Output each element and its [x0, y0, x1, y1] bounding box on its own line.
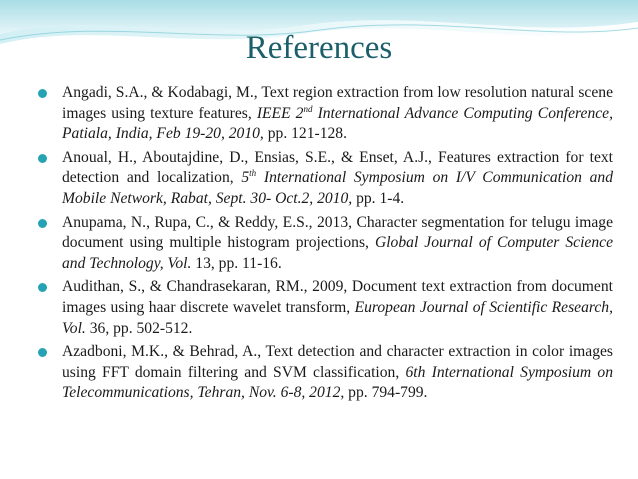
- reference-item: [35, 83, 613, 145]
- reference-pages: pp. 1-4.: [352, 189, 405, 207]
- reference-venue-part: International Advance Computing Conference, Patiala, India, Feb 19-20, 2010,: [62, 104, 614, 143]
- reference-authors: Angadi, S.A., & Kodabagi, M.,: [62, 84, 258, 101]
- reference-authors: Anupama, N., Rupa, C., & Reddy, E.S., 2013,: [62, 213, 353, 231]
- page-title: References: [245, 30, 393, 66]
- reference-title: Features extraction for text detection and localization,: [62, 148, 613, 187]
- reference-venue: 6th International Symposium on Telecommunications, Tehran, Nov. 6-8, 2012,: [62, 363, 613, 402]
- reference-venue: European Journal of Scientific Research, Vol.: [62, 298, 613, 337]
- bullet-dot-icon: [38, 154, 47, 163]
- reference-authors: Azadboni, M.K., & Behrad, A.,: [62, 343, 262, 361]
- reference-pages: pp. 121-128.: [263, 125, 347, 143]
- reference-venue-superscript: nd: [303, 103, 313, 114]
- reference-title: Text region extraction from low resolution natural scene images using texture features,: [62, 84, 613, 122]
- reference-venue: Global Journal of Computer Science and Technology, Vol.: [62, 234, 613, 272]
- reference-item: [35, 148, 613, 210]
- reference-title: Character segmentation for telugu image document using multiple histogram projections,: [62, 213, 614, 252]
- reference-title: Text detection and character extraction in color images using FFT domain filtering and SVM classification,: [62, 343, 613, 381]
- reference-authors: Anoual, H., Aboutajdine, D., Ensias, S.E., & Enset, A.J.,: [62, 148, 432, 166]
- reference-item: [35, 342, 613, 404]
- bullet-dot-icon: [38, 219, 47, 228]
- reference-title: Document text extraction from document images using haar discrete wavelet transform,: [62, 278, 613, 316]
- reference-item: [35, 213, 613, 275]
- reference-authors: Audithan, S., & Chandrasekaran, RM., 2009,: [62, 278, 348, 296]
- reference-venue-part: IEEE 2: [256, 104, 304, 122]
- reference-list: [35, 83, 613, 407]
- reference-pages: pp. 794-799.: [344, 384, 428, 402]
- reference-venue-part: International Symposium on I/V Communication and Mobile Network, Rabat, Sept. 30- Oct.2, 2010,: [62, 169, 614, 207]
- reference-pages: 13, pp. 11-16.: [191, 254, 282, 272]
- bullet-dot-icon: [38, 348, 47, 357]
- reference-item: [35, 277, 613, 339]
- reference-venue-superscript: th: [249, 168, 257, 179]
- reference-pages: 36, pp. 502-512.: [85, 319, 193, 337]
- reference-venue-part: 5: [241, 169, 250, 187]
- bullet-dot-icon: [38, 283, 47, 292]
- bullet-dot-icon: [38, 89, 47, 98]
